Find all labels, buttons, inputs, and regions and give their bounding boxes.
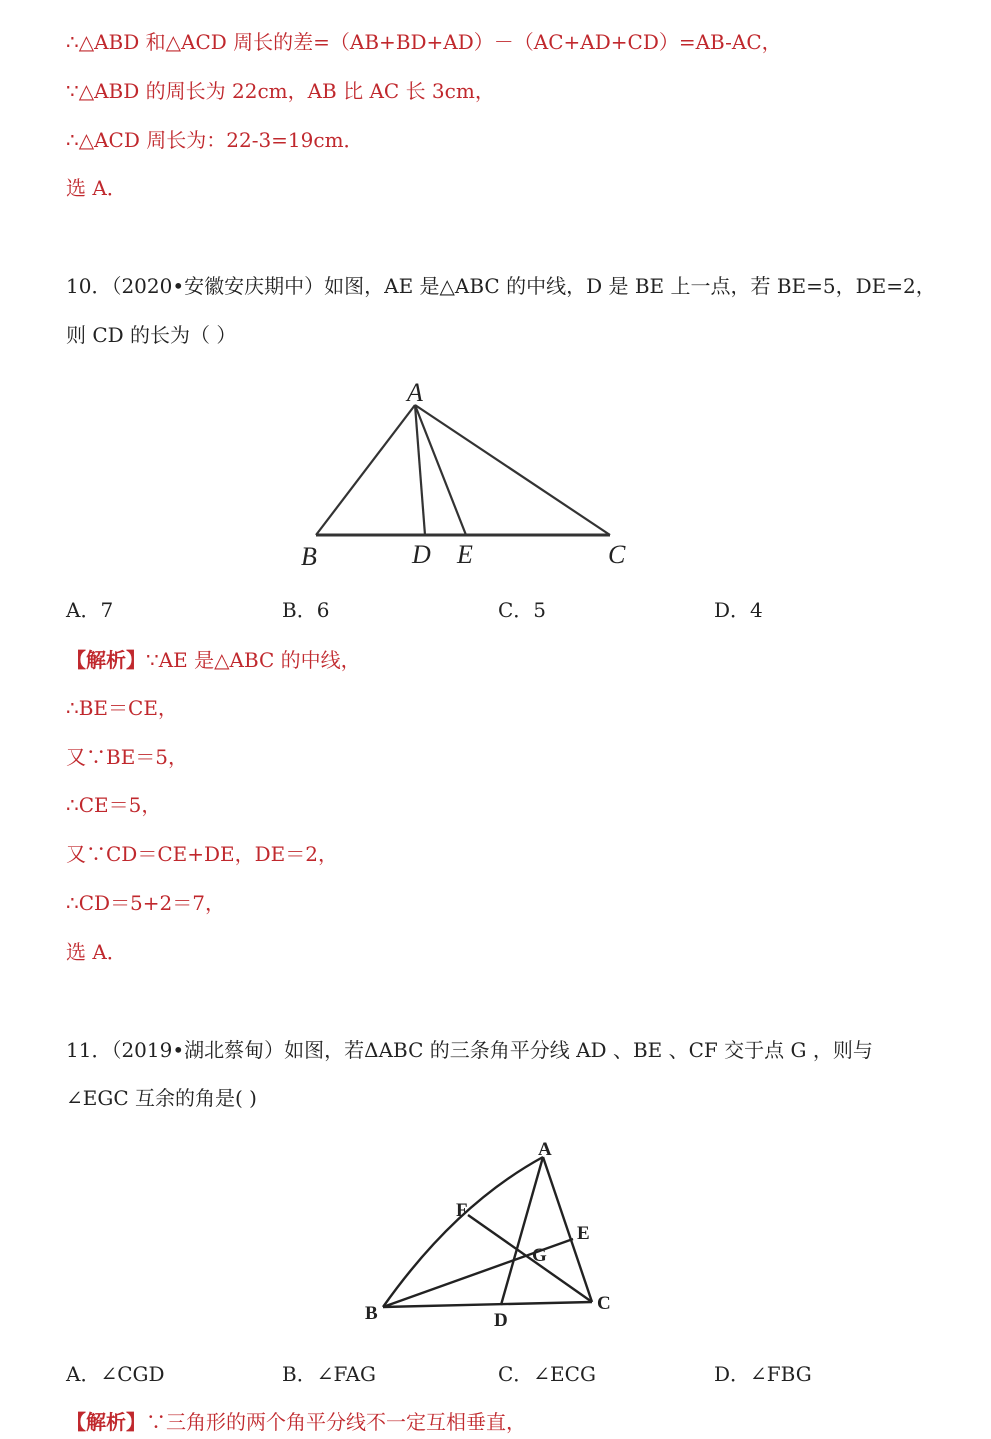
q10-analysis-line-3: 又∵BE＝5，: [66, 745, 189, 769]
q11-analysis-text-1: ∵三角形的两个角平分线不一定互相垂直，: [146, 1410, 526, 1434]
prev-solution-line-2: ∵△ABD 的周长为 22cm，AB 比 AC 长 3cm，: [66, 79, 495, 103]
prev-solution-line-1: ∴△ABD 和△ACD 周长的差=（AB+BD+AD）－（AC+AD+CD）=AB-AC，: [66, 30, 782, 54]
segment-ac: [415, 405, 610, 535]
q11-option-a: A．∠CGD: [66, 1362, 165, 1386]
q10-analysis-line-5: 又∵CD＝CE+DE，DE＝2，: [66, 842, 338, 866]
q11-stem-line-2: ∠EGC 互余的角是( ): [66, 1086, 257, 1110]
prev-solution-line-4: 选 A．: [66, 176, 127, 200]
segment-cf: [468, 1215, 592, 1302]
label-e: E: [577, 1223, 590, 1244]
q10-triangle-figure: [0, 375, 991, 575]
label-c: C: [608, 540, 626, 569]
label-d: D: [494, 1310, 508, 1331]
q10-analysis-line-1: [66, 646, 361, 674]
segment-ab: [383, 1157, 543, 1307]
q11-option-d: D．∠FBG: [714, 1362, 812, 1386]
q11-stem-line-1: 11．（2019•湖北蔡甸）如图，若ΔABC 的三条角平分线 AD 、BE 、CF 交于点 G ，则与: [66, 1038, 873, 1062]
q10-option-c: C．5: [498, 598, 547, 622]
q10-option-d: D．4: [714, 598, 763, 622]
label-b: B: [301, 542, 317, 571]
q11-option-b: B．∠FAG: [282, 1362, 377, 1386]
label-a: A: [538, 1139, 552, 1160]
q11-option-c: C．∠ECG: [498, 1362, 596, 1386]
q10-analysis-line-6: ∴CD＝5+2＝7，: [66, 891, 225, 915]
label-e: E: [457, 540, 473, 569]
label-c: C: [597, 1293, 611, 1314]
q10-analysis-line-7: 选 A．: [66, 940, 127, 964]
q10-stem-line-2: 则 CD 的长为（ ）: [66, 323, 237, 347]
label-a: A: [407, 378, 423, 407]
q11-analysis-line-1: [66, 1408, 526, 1436]
q10-analysis-text-1: ∵AE 是△ABC 的中线，: [146, 648, 361, 672]
q10-stem-line-1: 10．（2020•安徽安庆期中）如图，AE 是△ABC 的中线，D 是 BE 上一点，若 BE=5，DE=2，: [66, 274, 936, 298]
label-g: G: [532, 1245, 547, 1266]
segment-ab: [316, 405, 415, 535]
q10-option-b: B．6: [282, 598, 330, 622]
label-b: B: [365, 1303, 378, 1324]
segment-bc: [383, 1302, 592, 1307]
q10-analysis-line-4: ∴CE＝5，: [66, 793, 162, 817]
label-d: D: [412, 540, 431, 569]
q10-analysis-line-2: ∴BE＝CE，: [66, 696, 178, 720]
q11-triangle-figure: [0, 1135, 991, 1350]
q10-option-a: A．7: [66, 598, 114, 622]
prev-solution-line-3: ∴△ACD 周长为：22-3=19cm．: [66, 128, 364, 152]
label-f: F: [456, 1200, 468, 1221]
q10-analysis-tag: 【解析】: [66, 648, 146, 672]
q11-analysis-tag: 【解析】: [66, 1410, 146, 1434]
